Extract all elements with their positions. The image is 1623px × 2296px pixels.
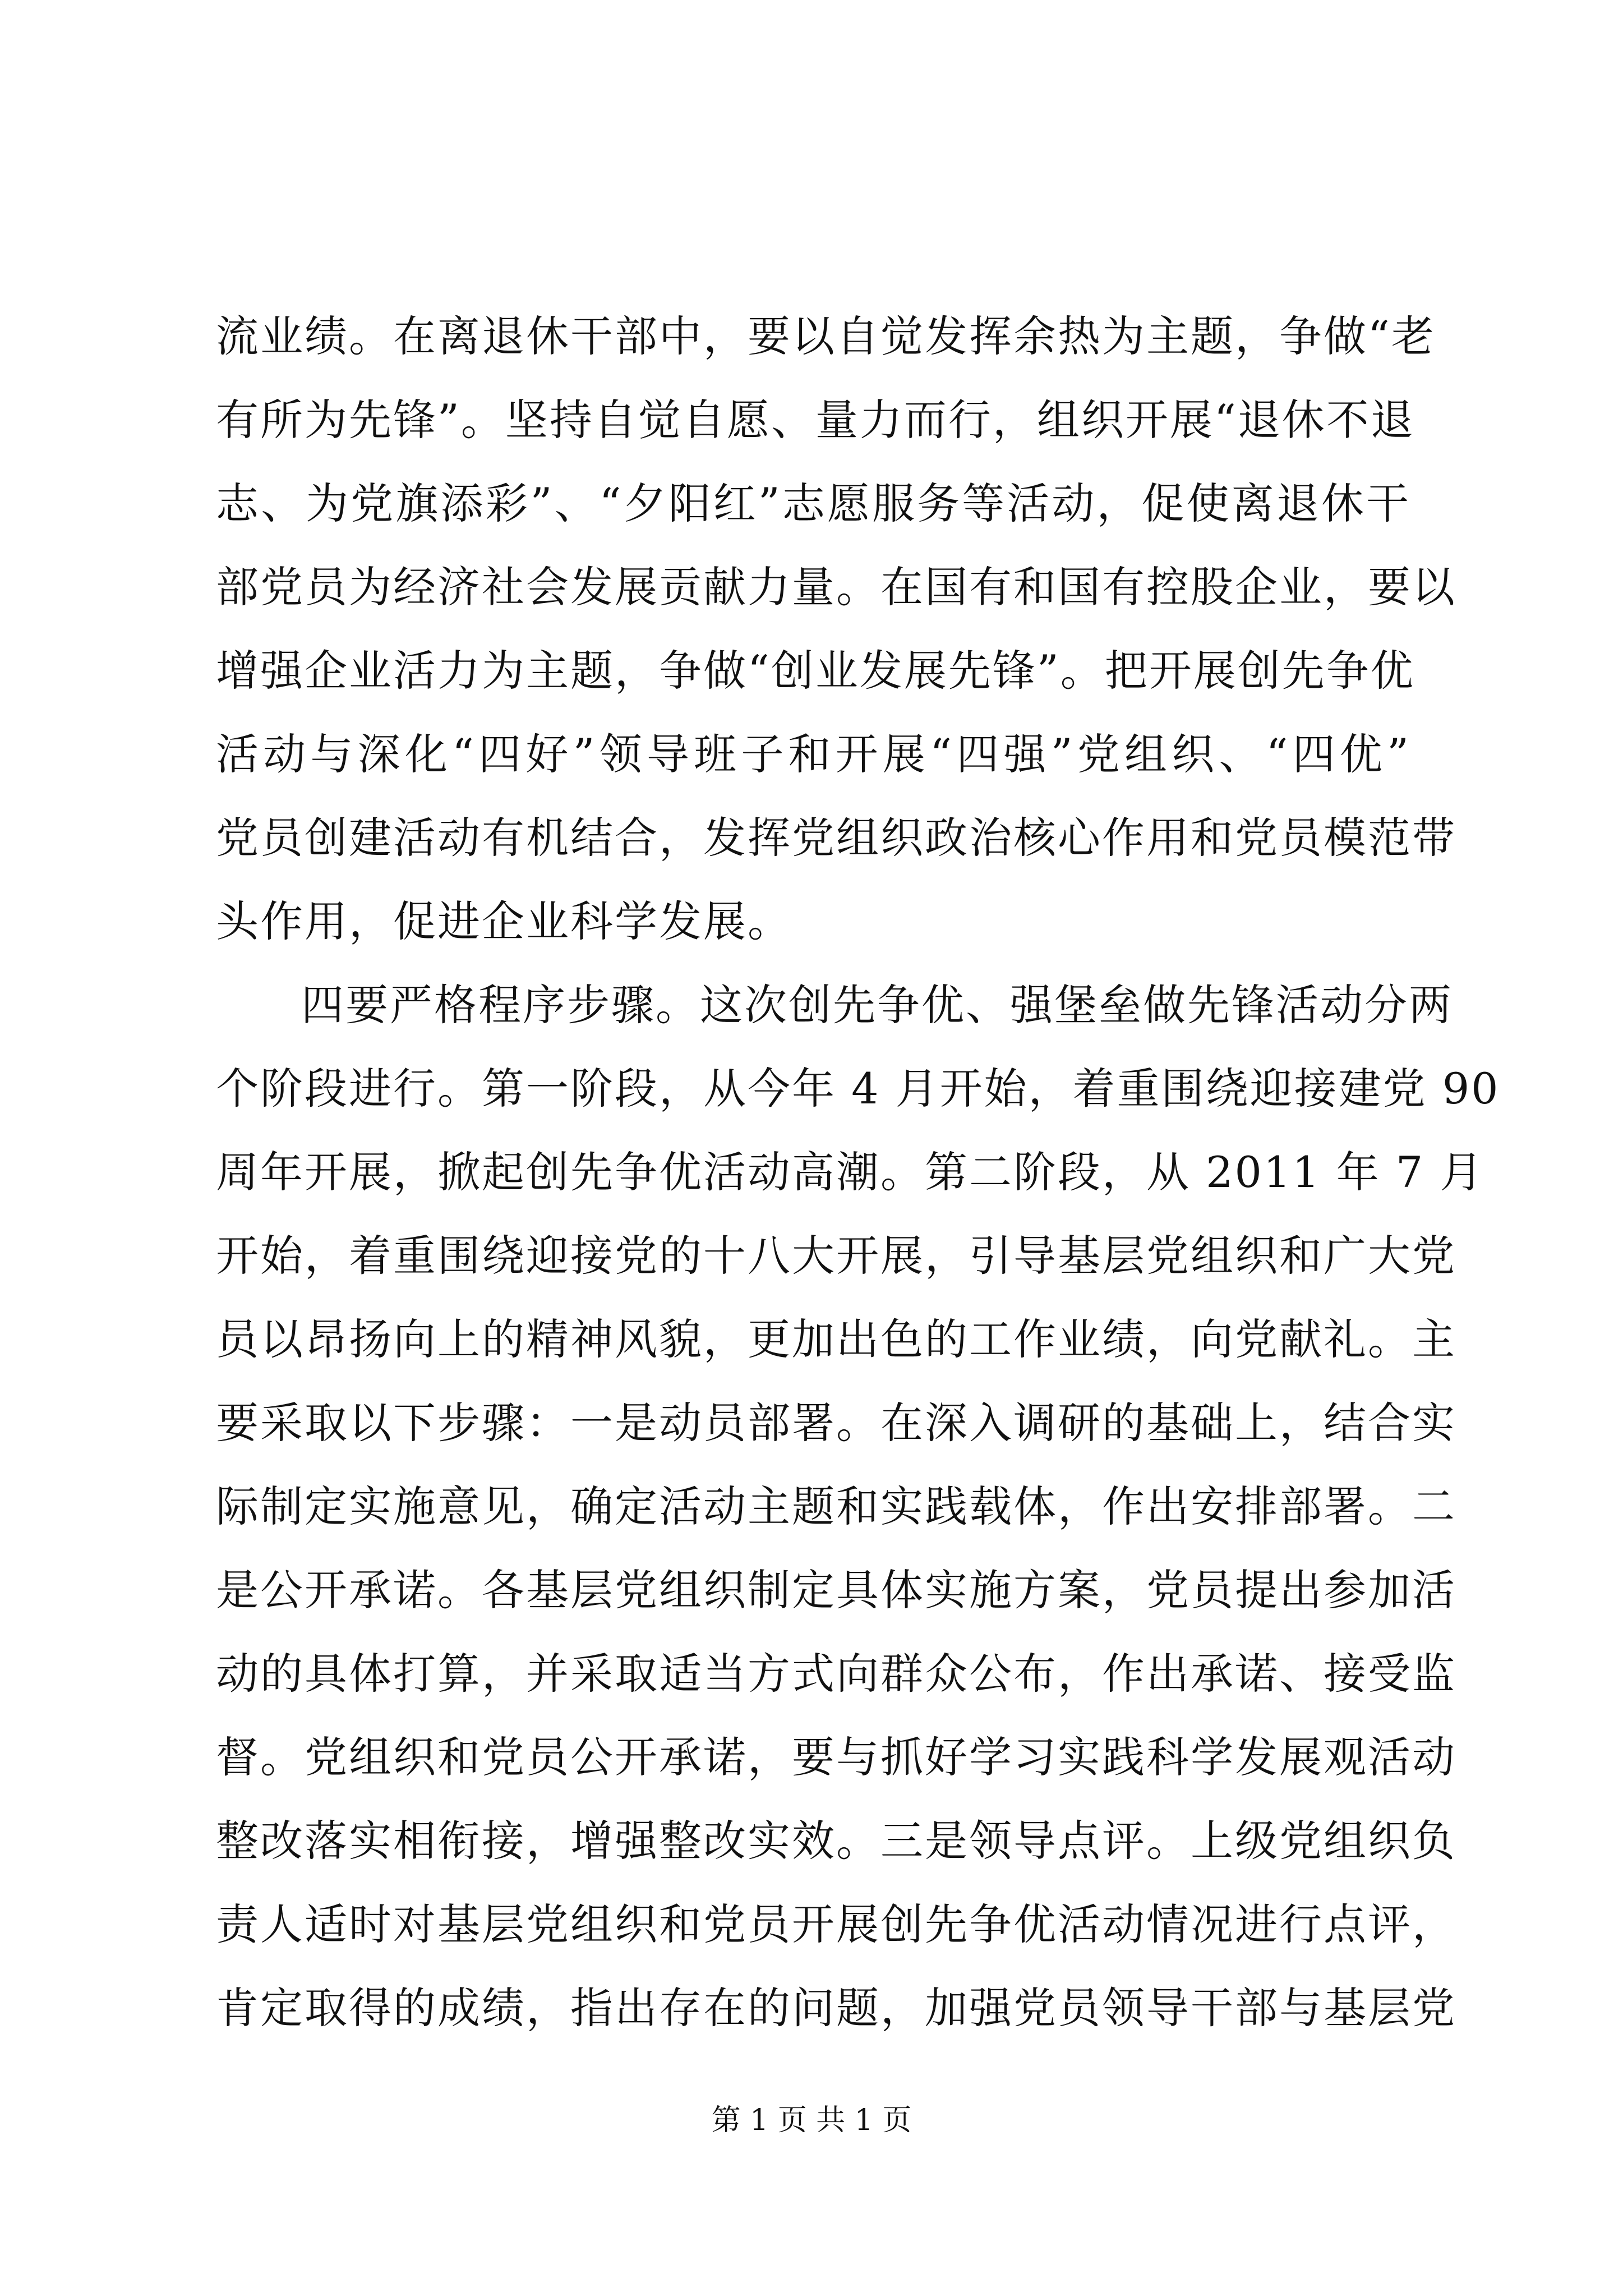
text-line: 际制定实施意见，确定活动主题和实践载体，作出安排部署。二 <box>216 1481 1456 1531</box>
paragraph-first-line: 四要严格程序步骤。这次创先争优、强堡垒做先锋活动分两 <box>301 980 1453 1030</box>
text-line: 增强企业活力为主题，争做“创业发展先锋”。把开展创先争优 <box>216 646 1415 696</box>
text-line: 流业绩。在离退休干部中，要以自觉发挥余热为主题，争做“老 <box>216 311 1436 361</box>
text-line: 头作用，促进企业科学发展。 <box>216 896 792 946</box>
text-line: 党员创建活动有机结合，发挥党组织政治核心作用和党员模范带 <box>216 813 1456 863</box>
text-line: 活动与深化“四好”领导班子和开展“四强”党组织、“四优” <box>216 729 1410 779</box>
page-number-footer: 第 1 页 共 1 页 <box>711 2104 912 2137</box>
text-line: 督。党组织和党员公开承诺，要与抓好学习实践科学发展观活动 <box>216 1732 1456 1782</box>
text-line: 肯定取得的成绩，指出存在的问题，加强党员领导干部与基层党 <box>216 1983 1456 2033</box>
text-line: 部党员为经济社会发展贡献力量。在国有和国有控股企业，要以 <box>216 562 1456 612</box>
text-line: 周年开展，掀起创先争优活动高潮。第二阶段，从 2011 年 7 月 <box>216 1147 1484 1197</box>
text-line: 个阶段进行。第一阶段，从今年 4 月开始，着重围绕迎接建党 90 <box>216 1064 1500 1114</box>
document-body <box>216 295 1500 2050</box>
text-line: 责人适时对基层党组织和党员开展创先争优活动情况进行点评， <box>216 1899 1456 1949</box>
text-line: 要采取以下步骤：一是动员部署。在深入调研的基础上，结合实 <box>216 1398 1456 1448</box>
text-line: 开始，着重围绕迎接党的十八大开展，引导基层党组织和广大党 <box>216 1231 1456 1281</box>
text-line: 整改落实相衔接，增强整改实效。三是领导点评。上级党组织负 <box>216 1816 1456 1866</box>
text-line: 员以昂扬向上的精神风貌，更加出色的工作业绩，向党献礼。主 <box>216 1314 1456 1364</box>
text-line: 是公开承诺。各基层党组织制定具体实施方案，党员提出参加活 <box>216 1565 1456 1615</box>
text-line: 有所为先锋”。坚持自觉自愿、量力而行，组织开展“退休不退 <box>216 395 1415 445</box>
text-line: 志、为党旗添彩”、“夕阳红”志愿服务等活动，促使离退休干 <box>216 478 1410 528</box>
text-line: 动的具体打算，并采取适当方式向群众公布，作出承诺、接受监 <box>216 1649 1456 1699</box>
